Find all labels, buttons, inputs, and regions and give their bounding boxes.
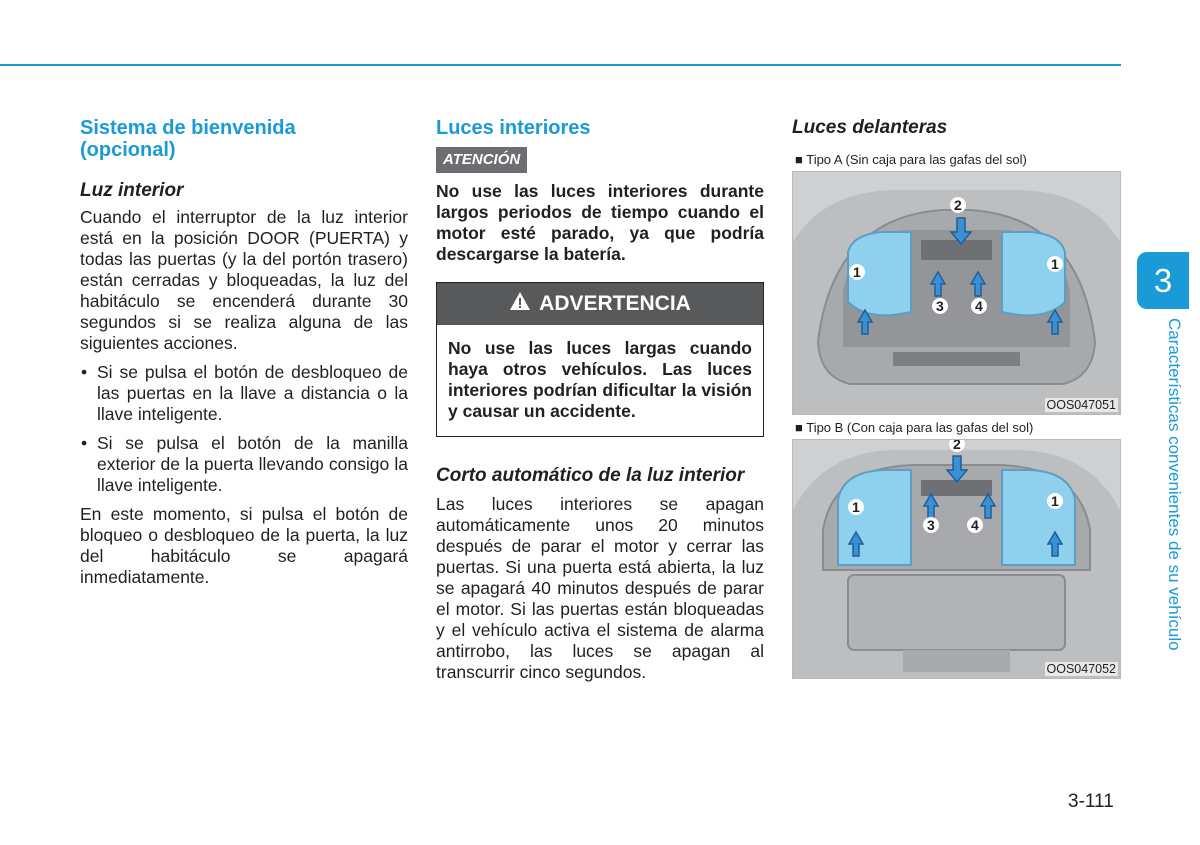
- figure-b-caption: ■ Tipo B (Con caja para las gafas del sol): [795, 420, 1034, 435]
- paragraph-auto-cut: Las luces interiores se apagan automáticamente unos 20 minutos después de parar el motor y cerrar las puertas. Si una puerta está abierta, la luz se apagará 40 minutos después de parar el motor. Si las puertas están bloqueadas y el vehículo activa el sistema de alarma antirrobo, las luces se apagan al transcurrir cinco segundos.: [436, 494, 764, 682]
- svg-text:4: 4: [971, 517, 979, 533]
- welcome-actions-list: [80, 362, 408, 496]
- svg-text:1: 1: [853, 264, 861, 280]
- chapter-tab: 3: [1137, 252, 1189, 309]
- figure-a-illustration: [793, 172, 1120, 414]
- figure-a-caption: ■ Tipo A (Sin caja para las gafas del sol): [795, 152, 1027, 167]
- column-interior-lights: [436, 117, 764, 683]
- page-number: 3-111: [1068, 791, 1114, 812]
- svg-text:4: 4: [975, 298, 983, 314]
- warning-box: [436, 282, 764, 437]
- svg-text:3: 3: [927, 517, 935, 533]
- header-rule: [0, 64, 1121, 66]
- list-item: • Si se pulsa el botón de desbloqueo de las puertas en la llave a distancia o la llave inteligente.: [80, 362, 408, 425]
- svg-text:2: 2: [954, 197, 962, 213]
- subheading-luz-interior: Luz interior: [80, 180, 184, 201]
- figure-a-code: OOS047051: [1046, 398, 1116, 412]
- warning-header: [437, 283, 763, 325]
- atencion-label: ATENCIÓN: [436, 147, 527, 173]
- figure-b-code: OOS047052: [1046, 662, 1116, 676]
- warning-text: No use las luces largas cuando haya otros vehículos. Las luces interiores podrían dificultar la visión y causar un accidente.: [448, 338, 752, 421]
- svg-text:1: 1: [1051, 493, 1059, 509]
- warning-title: ADVERTENCIA: [539, 292, 691, 315]
- column-welcome-system: [80, 117, 408, 588]
- chapter-title: Características convenientes de su vehículo: [1165, 318, 1184, 651]
- figure-b: [792, 439, 1121, 679]
- svg-text:1: 1: [852, 499, 860, 515]
- atencion-block: [436, 147, 764, 173]
- section-heading-front-lights: Luces delanteras: [792, 117, 948, 138]
- warning-triangle-icon: [509, 291, 531, 317]
- figure-b-illustration: [793, 440, 1120, 678]
- section-heading-interior-lights: Luces interiores: [436, 117, 591, 139]
- section-heading-welcome: Sistema de bienvenida (opcional): [80, 117, 296, 161]
- subheading-auto-cut: Corto automático de la luz interior: [436, 465, 745, 486]
- column-front-lights: [792, 117, 1121, 679]
- svg-text:2: 2: [953, 440, 961, 452]
- svg-text:3: 3: [936, 298, 944, 314]
- list-item: • Si se pulsa el botón de la manilla exterior de la puerta llevando consigo la llave inteligente.: [80, 433, 408, 496]
- atencion-text: No use las luces interiores durante largos periodos de tiempo cuando el motor esté parado, ya que podría descargarse la batería.: [436, 181, 764, 264]
- paragraph-welcome-intro: Cuando el interruptor de la luz interior está en la posición DOOR (PUERTA) y todas las puertas (y la del portón trasero) están cerradas y bloqueadas, la luz del habitáculo se encenderá durante 30 segundos si se realiza alguna de las siguientes acciones.: [80, 207, 408, 353]
- svg-text:1: 1: [1051, 256, 1059, 272]
- paragraph-welcome-note: En este momento, si pulsa el botón de bloqueo o desbloqueo de la puerta, la luz del habitáculo se apagará inmediatamente.: [80, 504, 408, 587]
- figure-a: [792, 171, 1121, 415]
